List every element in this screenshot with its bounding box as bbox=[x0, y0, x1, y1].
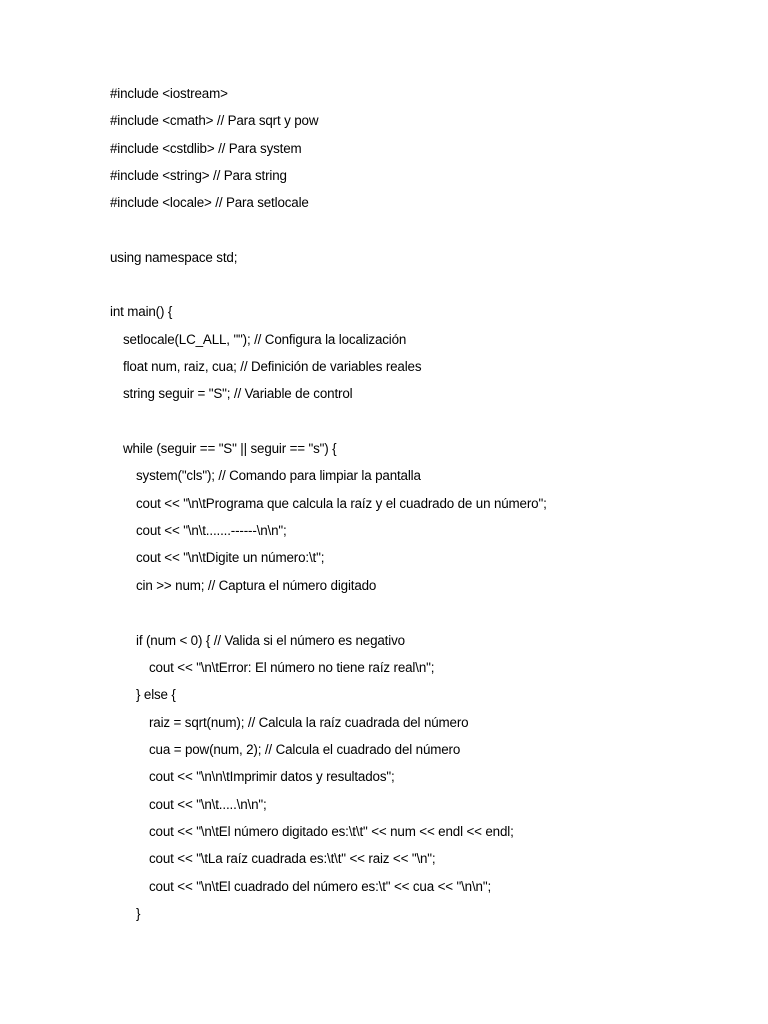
code-line-cout-error: cout << "\n\tError: El número no tiene raíz real\n"; bbox=[149, 660, 435, 675]
code-line-cout-separator: cout << "\n\t.......------\n\n"; bbox=[136, 523, 287, 538]
code-line-cout-results-separator: cout << "\n\t.....\n\n"; bbox=[149, 797, 267, 812]
code-line-cout-square: cout << "\n\tEl cuadrado del número es:\t" << cua << "\n\n"; bbox=[149, 879, 492, 894]
code-line-else: } else { bbox=[136, 687, 176, 702]
code-line-cin-num: cin >> num; // Captura el número digitado bbox=[136, 578, 377, 593]
code-line-raiz-assign: raiz = sqrt(num); // Calcula la raíz cuadrada del número bbox=[149, 715, 469, 730]
code-line-while-loop: while (seguir == "S" || seguir == "s") { bbox=[123, 441, 337, 456]
code-line-include-iostream: #include <iostream> bbox=[110, 86, 228, 101]
code-line-cout-results-header: cout << "\n\n\tImprimir datos y resultados"; bbox=[149, 769, 395, 784]
code-line-closing-brace: } bbox=[136, 906, 141, 921]
code-line-cout-prompt: cout << "\n\tDigite un número:\t"; bbox=[136, 550, 325, 565]
code-line-include-cstdlib: #include <cstdlib> // Para system bbox=[110, 141, 302, 156]
code-line-cout-title: cout << "\n\tPrograma que calcula la raíz y el cuadrado de un número"; bbox=[136, 496, 547, 511]
code-line-float-declaration: float num, raiz, cua; // Definición de variables reales bbox=[123, 359, 422, 374]
code-line-cout-number: cout << "\n\tEl número digitado es:\t\t" << num << endl << endl; bbox=[149, 824, 514, 839]
code-line-cua-assign: cua = pow(num, 2); // Calcula el cuadrado del número bbox=[149, 742, 461, 757]
code-line-if-negative: if (num < 0) { // Valida si el número es negativo bbox=[136, 633, 405, 648]
code-line-string-seguir: string seguir = "S"; // Variable de control bbox=[123, 386, 353, 401]
code-line-main-signature: int main() { bbox=[110, 304, 173, 319]
code-line-setlocale: setlocale(LC_ALL, ""); // Configura la localización bbox=[123, 332, 407, 347]
code-line-include-locale: #include <locale> // Para setlocale bbox=[110, 195, 309, 210]
code-line-include-string: #include <string> // Para string bbox=[110, 168, 287, 183]
code-line-using-namespace: using namespace std; bbox=[110, 250, 238, 265]
code-line-include-cmath: #include <cmath> // Para sqrt y pow bbox=[110, 113, 319, 128]
code-line-system-cls: system("cls"); // Comando para limpiar la pantalla bbox=[136, 468, 421, 483]
code-line-cout-root: cout << "\tLa raíz cuadrada es:\t\t" << raiz << "\n"; bbox=[149, 851, 436, 866]
